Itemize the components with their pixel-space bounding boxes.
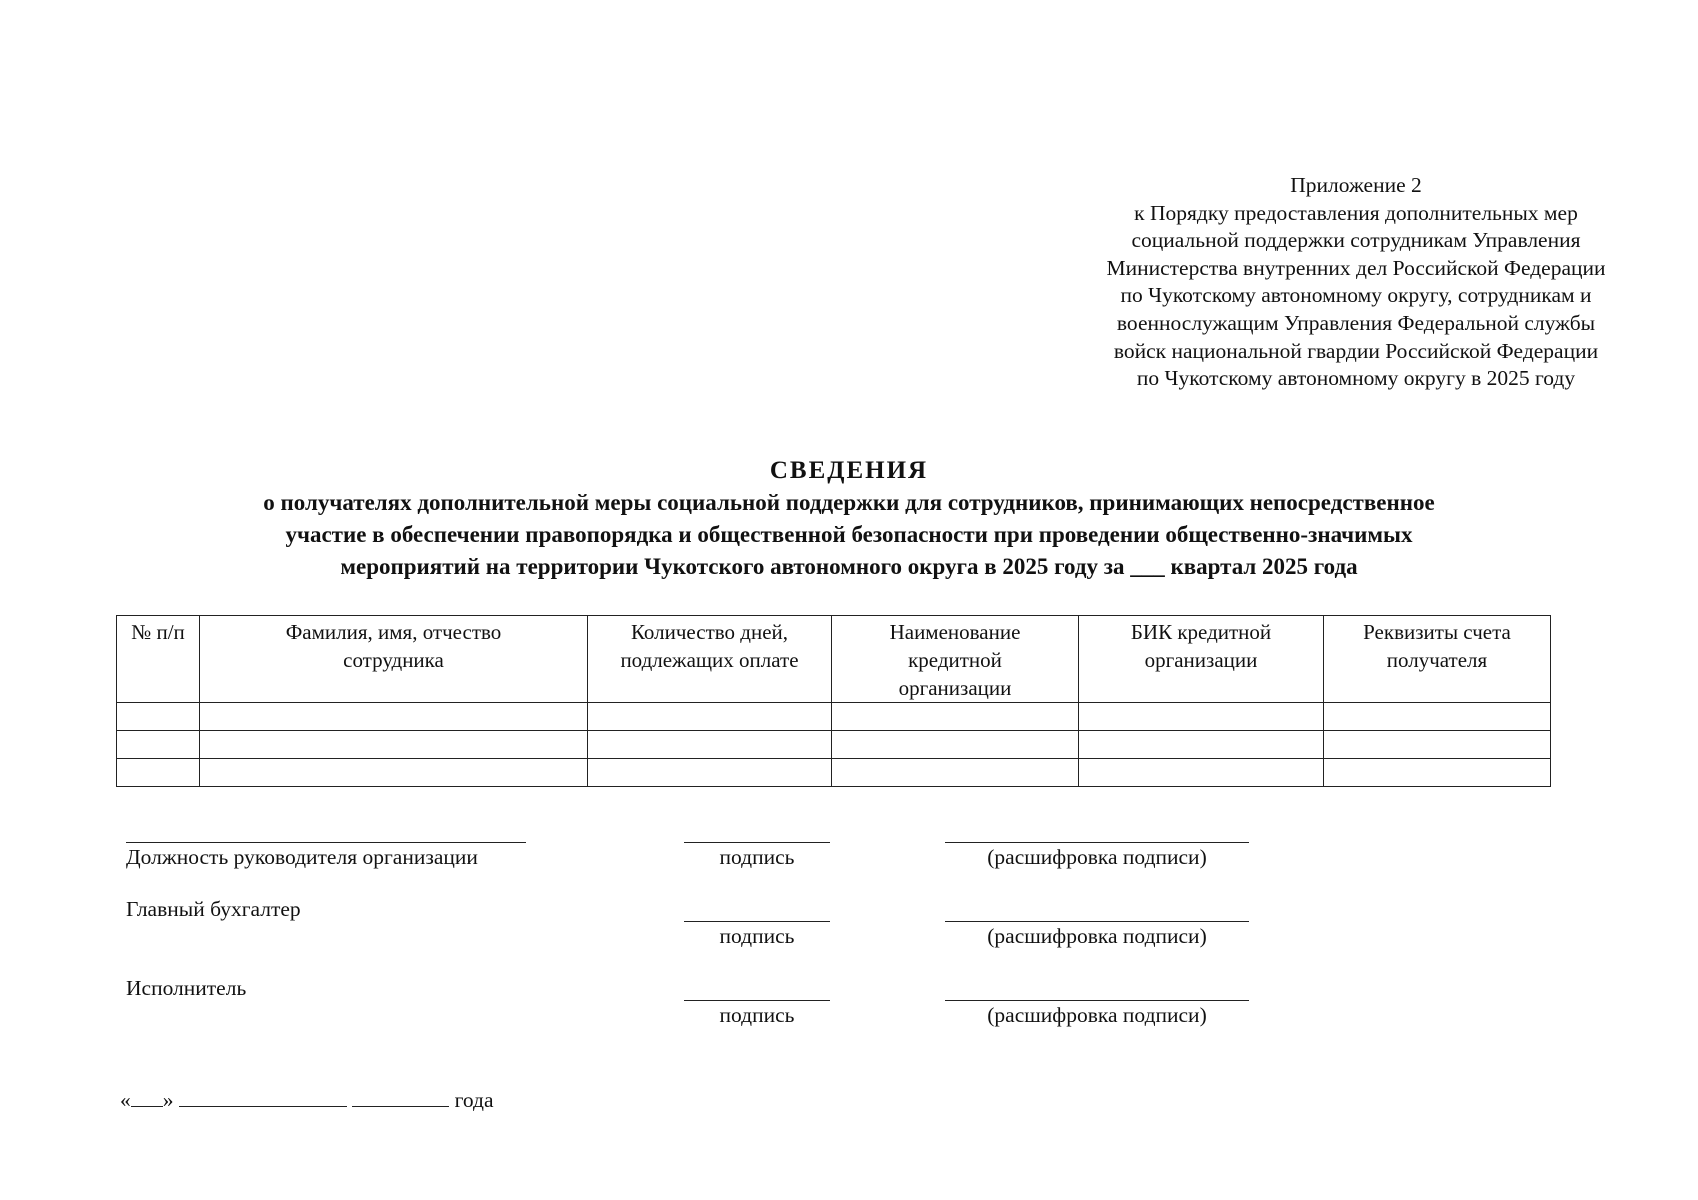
- executor-signature-caption: подпись: [719, 1003, 795, 1027]
- appendix-block: [1066, 172, 1646, 393]
- table-cell[interactable]: [588, 731, 832, 759]
- table-cell[interactable]: [832, 731, 1079, 759]
- title-line: о получателях дополнительной меры социальной поддержки для сотрудников, принимающих непосредственное: [263, 490, 1435, 515]
- title-line: участие в обеспечении правопорядка и общественной безопасности при проведении общественно-значимых: [285, 522, 1413, 547]
- table-cell[interactable]: [117, 759, 200, 787]
- appendix-line: войск национальной гвардии Российской Федерации: [1113, 338, 1599, 363]
- accountant-decoding-caption: (расшифровка подписи): [987, 924, 1207, 948]
- head-position-label: Должность руководителя организации: [126, 845, 478, 869]
- table-cell[interactable]: [200, 731, 588, 759]
- table-cell[interactable]: [200, 703, 588, 731]
- table-cell[interactable]: [1079, 731, 1324, 759]
- table-cell[interactable]: [117, 731, 200, 759]
- accountant-signature-caption: подпись: [719, 924, 795, 948]
- executor-label: Исполнитель: [126, 976, 247, 1000]
- appendix-line: по Чукотскому автономному округу, сотрудникам и: [1120, 283, 1592, 308]
- appendix-line: социальной поддержки сотрудникам Управления: [1131, 228, 1581, 253]
- header-days: Количество дней, подлежащих оплате: [588, 616, 832, 703]
- appendix-line: Министерства внутренних дел Российской Федерации: [1106, 255, 1606, 280]
- executor-decoding-line[interactable]: [945, 1000, 1249, 1001]
- table-cell[interactable]: [832, 703, 1079, 731]
- head-signature-caption: подпись: [719, 845, 795, 869]
- table-cell[interactable]: [200, 759, 588, 787]
- table-cell[interactable]: [1324, 759, 1551, 787]
- head-signature-line[interactable]: [684, 842, 830, 843]
- table-cell[interactable]: [1324, 731, 1551, 759]
- accountant-signature-line[interactable]: [684, 921, 830, 922]
- year-blank[interactable]: [352, 1088, 449, 1107]
- table-row: [117, 731, 1551, 759]
- open-quote: «: [120, 1088, 131, 1112]
- title-heading: СВЕДЕНИЯ: [769, 457, 929, 484]
- date-line: [120, 1088, 494, 1113]
- close-quote: »: [162, 1088, 174, 1112]
- header-full-name: Фамилия, имя, отчество сотрудника: [200, 616, 588, 703]
- table-cell[interactable]: [588, 703, 832, 731]
- accountant-decoding-line[interactable]: [945, 921, 1249, 922]
- executor-decoding-caption: (расшифровка подписи): [987, 1003, 1207, 1027]
- table-cell[interactable]: [117, 703, 200, 731]
- appendix-line: по Чукотскому автономному округу в 2025 году: [1136, 366, 1576, 391]
- appendix-line: к Порядку предоставления дополнительных мер: [1134, 200, 1578, 225]
- recipients-table: [116, 615, 1551, 787]
- table-row: [117, 703, 1551, 731]
- year-suffix: года: [454, 1088, 494, 1112]
- header-number: № п/п: [117, 616, 200, 703]
- table-cell[interactable]: [832, 759, 1079, 787]
- head-decoding-caption: (расшифровка подписи): [987, 845, 1207, 869]
- head-decoding-line[interactable]: [945, 842, 1249, 843]
- header-bank-name: Наименование кредитной организации: [832, 616, 1079, 703]
- executor-signature-line[interactable]: [684, 1000, 830, 1001]
- chief-accountant-label: Главный бухгалтер: [126, 897, 301, 921]
- header-account: Реквизиты счета получателя: [1324, 616, 1551, 703]
- appendix-line: военнослужащим Управления Федеральной службы: [1116, 310, 1596, 335]
- head-position-line[interactable]: [126, 842, 526, 843]
- document-title: [0, 455, 1698, 583]
- table-cell[interactable]: [1079, 703, 1324, 731]
- table-row: [117, 759, 1551, 787]
- table-cell[interactable]: [1324, 703, 1551, 731]
- header-bik: БИК кредитной организации: [1079, 616, 1324, 703]
- appendix-line: Приложение 2: [1290, 173, 1422, 197]
- day-blank[interactable]: [131, 1088, 163, 1107]
- month-blank[interactable]: [179, 1088, 347, 1107]
- table-header-row: [117, 616, 1551, 703]
- title-subtitle: [0, 487, 1698, 583]
- title-line: мероприятий на территории Чукотского автономного округа в 2025 году за ___ квартал 2025 года: [340, 554, 1358, 579]
- table-cell[interactable]: [1079, 759, 1324, 787]
- table-cell[interactable]: [588, 759, 832, 787]
